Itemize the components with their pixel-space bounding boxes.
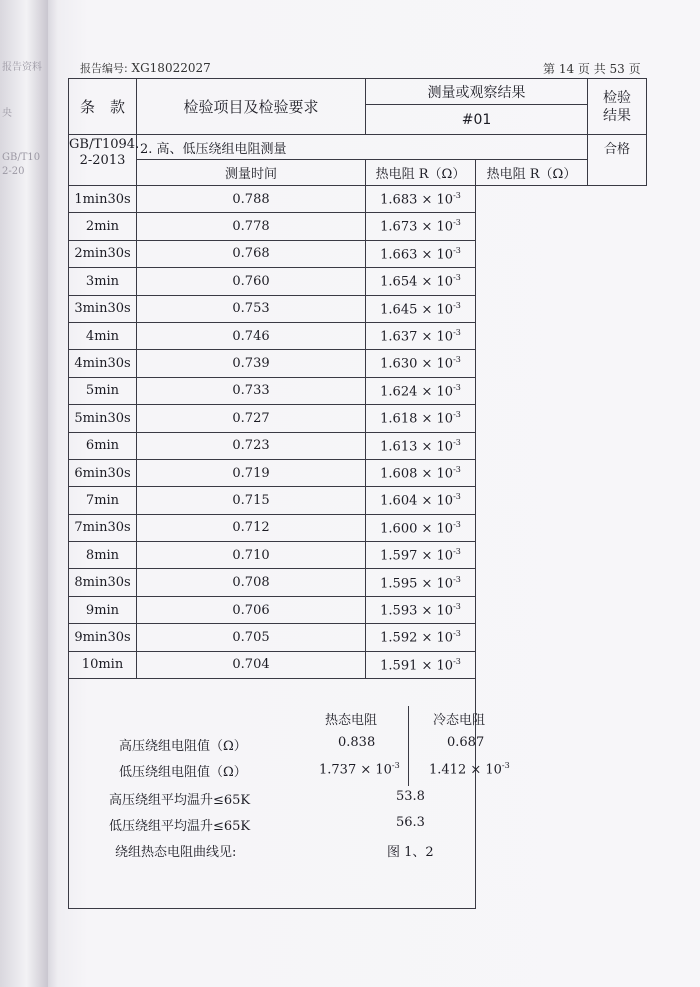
hot-resistance-2: $1.608 \times 10^{-3}$ xyxy=(366,459,476,486)
hot-resistance-1: 0.706 xyxy=(137,596,366,623)
col-header-time: 测量时间 xyxy=(137,160,366,186)
hot-resistance-2: $1.604 \times 10^{-3}$ xyxy=(366,487,476,514)
hot-resistance-1: 0.753 xyxy=(137,295,366,322)
measure-time: 4min30s xyxy=(69,350,137,377)
lv-hot-value: $1.737 \times 10^{-3}$ xyxy=(319,761,400,778)
curve-label: 绕组热态电阻曲线见: xyxy=(115,845,237,861)
table-row xyxy=(69,295,647,322)
measure-time: 6min30s xyxy=(69,459,137,486)
hot-resistance-1: 0.723 xyxy=(137,432,366,459)
hv-temp-rise-value: 53.8 xyxy=(396,789,425,805)
col-header-hot1: 热电阻 R（Ω） xyxy=(366,160,476,186)
table-row xyxy=(69,651,647,678)
measure-time: 6min xyxy=(69,432,137,459)
spine-text-low1: GB/T10 xyxy=(2,152,41,163)
header-sample: #01 xyxy=(366,105,588,135)
header-measure: 测量或观察结果 xyxy=(366,79,588,105)
book-spine xyxy=(0,0,48,987)
hot-resistance-1: 0.727 xyxy=(137,405,366,432)
table-row xyxy=(69,186,647,213)
hot-resistance-1: 0.733 xyxy=(137,377,366,404)
hot-resistance-2: $1.673 \times 10^{-3}$ xyxy=(366,213,476,240)
measure-time: 7min30s xyxy=(69,514,137,541)
hot-resistance-1: 0.708 xyxy=(137,569,366,596)
table-row xyxy=(69,377,647,404)
table-row xyxy=(69,240,647,267)
measure-time: 3min xyxy=(69,268,137,295)
hot-resistance-label: 热态电阻 xyxy=(325,713,378,729)
cold-resistance-label: 冷态电阻 xyxy=(433,713,486,729)
hot-resistance-2: $1.613 \times 10^{-3}$ xyxy=(366,432,476,459)
item-title: 2. 高、低压绕组电阻测量 xyxy=(137,135,588,160)
hot-resistance-1: 0.712 xyxy=(137,514,366,541)
measure-time: 7min xyxy=(69,487,137,514)
table-row xyxy=(69,459,647,486)
measure-time: 8min xyxy=(69,542,137,569)
table-row xyxy=(69,405,647,432)
hot-resistance-1: 0.760 xyxy=(137,268,366,295)
table-row xyxy=(69,569,647,596)
hot-resistance-2: $1.593 \times 10^{-3}$ xyxy=(366,596,476,623)
spine-text-low2: 2-20 xyxy=(2,166,25,177)
hot-resistance-1: 0.768 xyxy=(137,240,366,267)
lv-temp-rise-value: 56.3 xyxy=(396,815,425,831)
hot-resistance-1: 0.704 xyxy=(137,651,366,678)
table-row xyxy=(69,432,647,459)
measure-time: 10min xyxy=(69,651,137,678)
measure-time: 5min30s xyxy=(69,405,137,432)
table-row xyxy=(69,596,647,623)
measure-time: 3min30s xyxy=(69,295,137,322)
col-header-hot2: 热电阻 R（Ω） xyxy=(476,160,588,186)
measure-time: 2min xyxy=(69,213,137,240)
hv-hot-value: 0.838 xyxy=(338,735,376,751)
report-number-value: XG18022027 xyxy=(131,61,211,75)
hot-resistance-1: 0.710 xyxy=(137,542,366,569)
summary-cell xyxy=(69,679,510,909)
hot-resistance-1: 0.778 xyxy=(137,213,366,240)
table-row xyxy=(69,322,647,349)
table-row xyxy=(69,213,647,240)
spine-text-mid: 央 xyxy=(2,108,12,119)
report-number-label: 报告编号: xyxy=(80,62,128,75)
lv-cold-value: $1.412 \times 10^{-3}$ xyxy=(429,761,510,778)
summary-block xyxy=(69,679,510,908)
hot-resistance-1: 0.746 xyxy=(137,322,366,349)
table-row xyxy=(69,350,647,377)
lv-temp-rise-label: 低压绕组平均温升≤65K xyxy=(109,819,251,835)
hv-cold-value: 0.687 xyxy=(447,735,485,751)
measure-time: 1min30s xyxy=(69,186,137,213)
hv-resistance-label: 高压绕组电阻值（Ω） xyxy=(119,739,247,755)
spine-text-top: 报告资料 xyxy=(2,62,42,73)
hot-resistance-2: $1.663 \times 10^{-3}$ xyxy=(366,240,476,267)
header-item: 检验项目及检验要求 xyxy=(137,79,366,135)
hot-resistance-2: $1.624 \times 10^{-3}$ xyxy=(366,377,476,404)
summary-divider xyxy=(408,706,409,786)
hot-resistance-1: 0.739 xyxy=(137,350,366,377)
table-row xyxy=(69,624,647,651)
hot-resistance-2: $1.595 \times 10^{-3}$ xyxy=(366,569,476,596)
hot-resistance-2: $1.600 \times 10^{-3}$ xyxy=(366,514,476,541)
header-clause: 条 款 xyxy=(69,79,137,135)
curve-reference: 图 1、2 xyxy=(387,845,434,861)
measure-time: 5min xyxy=(69,377,137,404)
hot-resistance-2: $1.637 \times 10^{-3}$ xyxy=(366,322,476,349)
header-result: 检验 结果 xyxy=(588,79,647,135)
result-cell: 合格 xyxy=(588,135,647,186)
page-info: 第 14 页 共 53 页 xyxy=(543,62,641,76)
hot-resistance-1: 0.719 xyxy=(137,459,366,486)
hot-resistance-1: 0.788 xyxy=(137,186,366,213)
measure-time: 8min30s xyxy=(69,569,137,596)
hot-resistance-2: $1.683 \times 10^{-3}$ xyxy=(366,186,476,213)
hot-resistance-2: $1.597 \times 10^{-3}$ xyxy=(366,542,476,569)
clause-cell: GB/T1094. 2-2013 xyxy=(69,135,137,186)
resistance-rows xyxy=(69,186,647,679)
measure-time: 2min30s xyxy=(69,240,137,267)
measure-time: 9min30s xyxy=(69,624,137,651)
lv-resistance-label: 低压绕组电阻值（Ω） xyxy=(119,765,247,781)
hot-resistance-2: $1.654 \times 10^{-3}$ xyxy=(366,268,476,295)
hv-temp-rise-label: 高压绕组平均温升≤65K xyxy=(109,793,251,809)
report-number xyxy=(80,60,211,76)
hot-resistance-2: $1.645 \times 10^{-3}$ xyxy=(366,295,476,322)
hot-resistance-2: $1.630 \times 10^{-3}$ xyxy=(366,350,476,377)
table-row xyxy=(69,487,647,514)
inspection-table xyxy=(68,78,647,909)
report-page xyxy=(48,0,700,987)
measure-time: 9min xyxy=(69,596,137,623)
table-row xyxy=(69,268,647,295)
table-row xyxy=(69,514,647,541)
table-row xyxy=(69,542,647,569)
hot-resistance-2: $1.618 \times 10^{-3}$ xyxy=(366,405,476,432)
hot-resistance-2: $1.591 \times 10^{-3}$ xyxy=(366,651,476,678)
hot-resistance-2: $1.592 \times 10^{-3}$ xyxy=(366,624,476,651)
hot-resistance-1: 0.705 xyxy=(137,624,366,651)
hot-resistance-1: 0.715 xyxy=(137,487,366,514)
measure-time: 4min xyxy=(69,322,137,349)
